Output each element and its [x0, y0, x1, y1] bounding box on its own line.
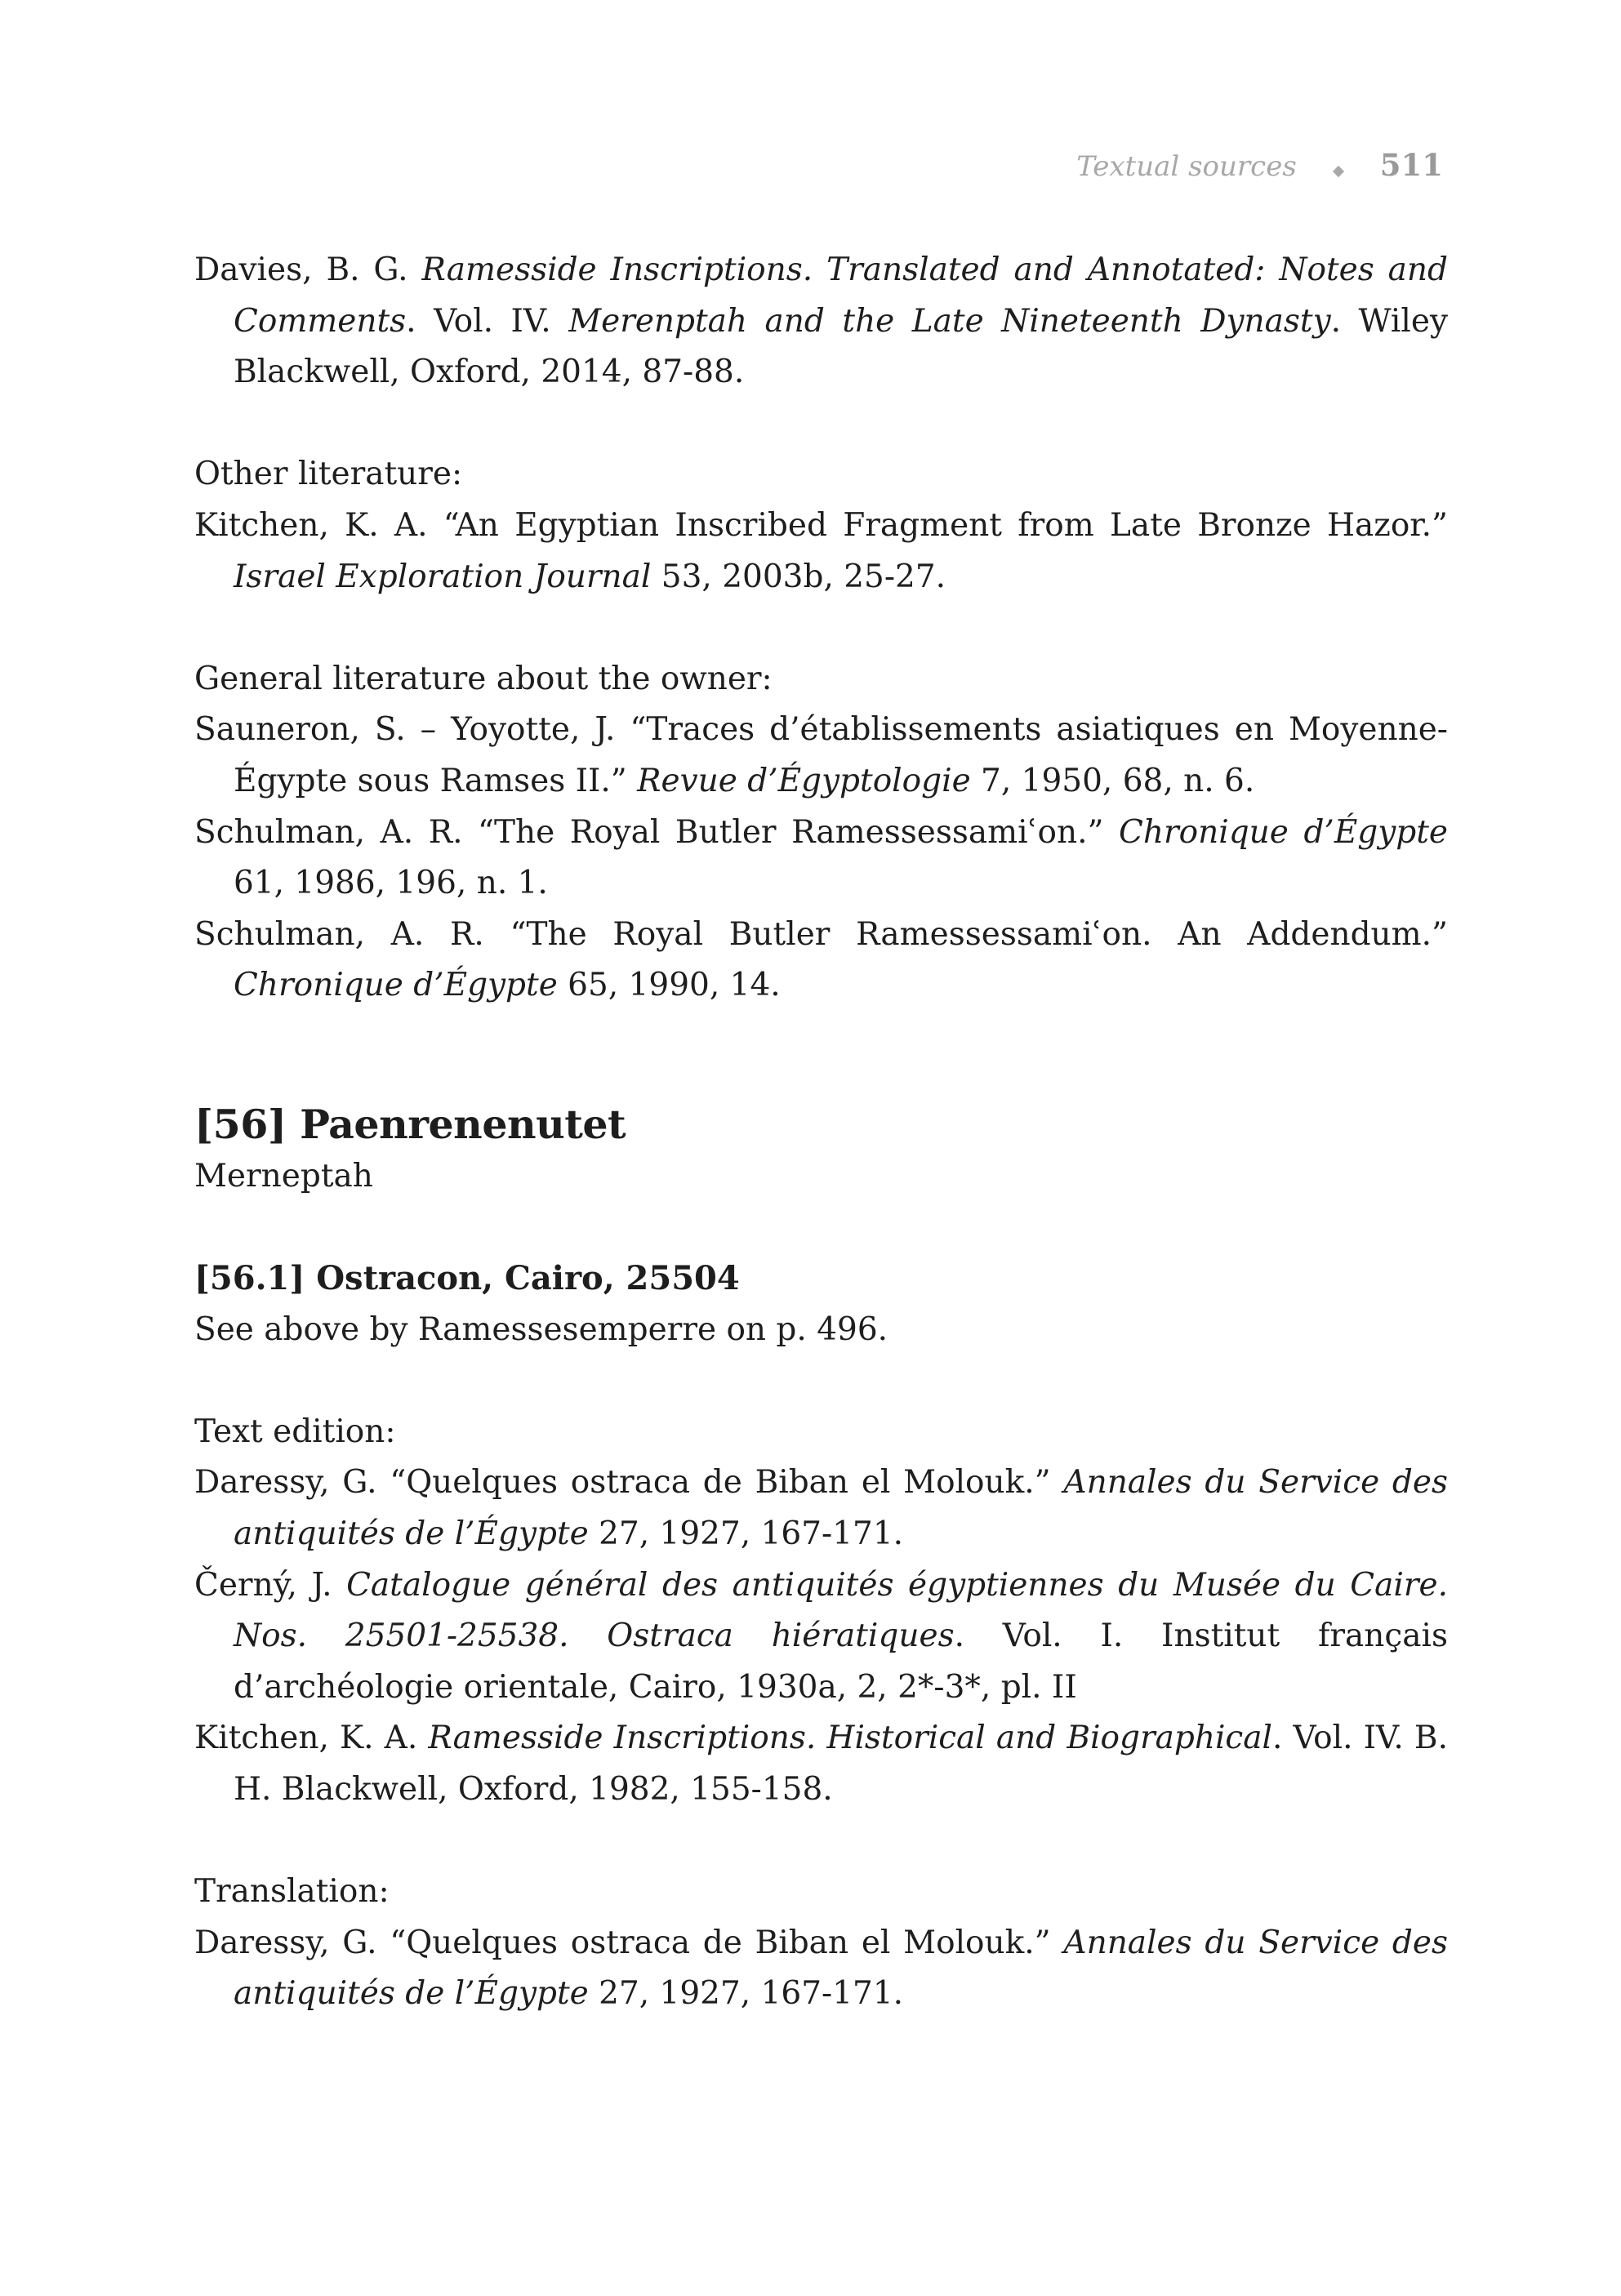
- bib-entry-kitchen-2003: [194, 501, 1448, 603]
- bib-entry-sauneron: [194, 705, 1448, 807]
- bib-entry-davies: [194, 245, 1448, 398]
- spacer: [194, 1816, 1448, 1867]
- spacer: [194, 603, 1448, 654]
- bib-author: Schulman, A. R. “The Royal Butler Ramessessamiʿon.”: [194, 813, 1120, 851]
- cross-reference: See above by Ramessesemperre on p. 496.: [194, 1310, 888, 1348]
- bib-title: Ramesside Inscriptions. Historical and Biographical: [428, 1720, 1272, 1757]
- bib-entry-cerny: [194, 1560, 1448, 1714]
- text-edition-label: Text edition:: [194, 1413, 396, 1450]
- bib-author: Daressy, G. “Quelques ostraca de Biban el Molouk.”: [194, 1924, 1064, 1961]
- bib-publication: . Vol. I. Institut français d’archéologie orientale, Cairo, 1930a, 2, 2*-3*, pl. II: [234, 1617, 1448, 1706]
- section-heading: [56] Paenrenenutet: [194, 1100, 626, 1148]
- bib-volume: . Vol. IV.: [406, 302, 569, 340]
- bib-author: Davies, B. G.: [194, 251, 422, 288]
- object-subheading: [56.1] Ostracon, Cairo, 25504: [194, 1259, 740, 1298]
- bib-author: Sauneron, S. – Yoyotte, J. “Traces d’établissements asiatiques en Moyenne-Égypte sous Ramses II.”: [194, 711, 1448, 799]
- bib-author: Kitchen, K. A. “An Egyptian Inscribed Fragment from Late Bronze Hazor.”: [194, 506, 1448, 544]
- bib-author: Kitchen, K. A.: [194, 1720, 429, 1757]
- bib-subtitle: Merenptah and the Late Nineteenth Dynasty: [568, 302, 1331, 340]
- main-text: [194, 245, 1448, 2020]
- bib-journal: Chronique d’Égypte: [1119, 813, 1448, 851]
- bib-entry-schulman-1990: [194, 910, 1448, 1012]
- bib-entry-daressy: [194, 1457, 1448, 1560]
- bib-journal: Israel Exploration Journal: [234, 558, 652, 595]
- bib-entry-daressy-translation: [194, 1918, 1448, 2020]
- bib-title: Ramesside Inscriptions. Translated and Annotated: Notes and Comments: [234, 251, 1448, 340]
- spacer: [194, 398, 1448, 450]
- bib-author: Daressy, G. “Quelques ostraca de Biban el Molouk.”: [194, 1464, 1064, 1502]
- running-head: [1076, 147, 1443, 183]
- bib-journal: Chronique d’Égypte: [234, 967, 558, 1004]
- bib-publication: 53, 2003b, 25-27.: [651, 558, 946, 595]
- bib-entry-schulman-1986: [194, 808, 1448, 910]
- other-literature-label: Other literature:: [194, 456, 463, 493]
- bib-journal: Annales du Service des antiquités de l’Égypte: [234, 1924, 1448, 2013]
- spacer: [194, 1355, 1448, 1407]
- bib-author: Černý, J.: [194, 1566, 347, 1604]
- bib-author: Schulman, A. R. “The Royal Butler Ramessessamiʿon. An Addendum.”: [194, 915, 1448, 953]
- reign-label: Merneptah: [194, 1157, 373, 1195]
- bib-publication: 7, 1950, 68, n. 6.: [970, 762, 1255, 799]
- running-head-title: Textual sources: [1076, 150, 1297, 183]
- bib-title: Catalogue général des antiquités égyptiennes du Musée du Caire. Nos. 25501-25538. Ostraca hiératiques: [234, 1566, 1448, 1655]
- bib-publication: 61, 1986, 196, n. 1.: [234, 865, 548, 902]
- translation-label: Translation:: [194, 1873, 390, 1911]
- bib-publication: 27, 1927, 167-171.: [588, 1515, 904, 1553]
- diamond-separator-icon: [1333, 166, 1344, 177]
- bib-publication: 27, 1927, 167-171.: [588, 1975, 904, 2013]
- bib-publication: 65, 1990, 14.: [557, 967, 781, 1004]
- bib-entry-kitchen-1982: [194, 1713, 1448, 1815]
- bib-journal: Revue d’Égyptologie: [637, 762, 971, 799]
- spacer: [194, 1203, 1448, 1254]
- bib-publication: . Wiley Blackwell, Oxford, 2014, 87-88.: [234, 302, 1448, 391]
- bib-journal: Annales du Service des antiquités de l’Égypte: [234, 1464, 1448, 1553]
- general-literature-label: General literature about the owner:: [194, 660, 773, 697]
- page-number: 511: [1379, 147, 1443, 183]
- bib-publication: . Vol. IV. B. H. Blackwell, Oxford, 1982, 155-158.: [234, 1720, 1448, 1809]
- spacer: [194, 1012, 1448, 1097]
